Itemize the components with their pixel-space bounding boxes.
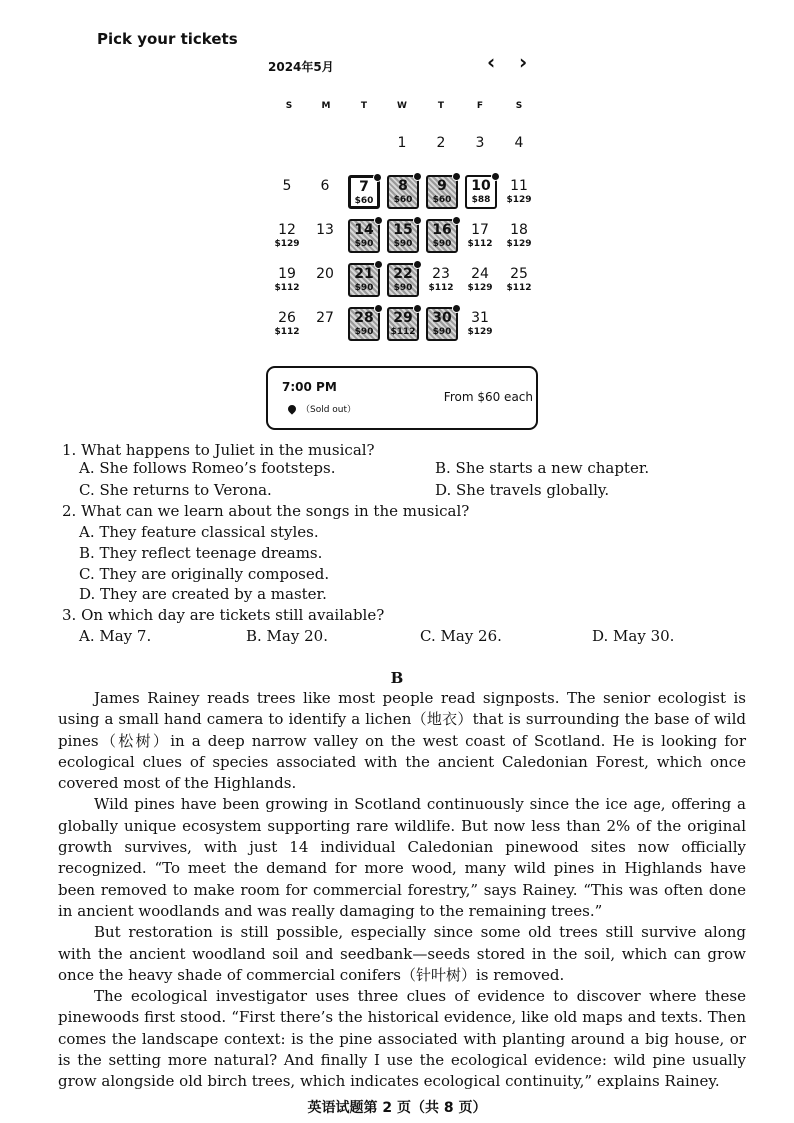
date-number: 13 bbox=[316, 222, 334, 238]
tag-icon bbox=[452, 172, 461, 181]
tag-icon bbox=[374, 260, 383, 269]
date-number: 23 bbox=[432, 266, 450, 282]
date-number: 5 bbox=[282, 178, 292, 194]
date-price: $112 bbox=[428, 283, 454, 293]
tag-icon bbox=[491, 172, 500, 181]
date-cell-14[interactable] bbox=[348, 219, 380, 253]
date-cell-1 bbox=[387, 135, 417, 171]
tag-icon bbox=[286, 403, 297, 414]
date-number: 30 bbox=[432, 310, 452, 326]
date-price: $112 bbox=[274, 283, 300, 293]
passage-body bbox=[58, 688, 746, 1093]
date-price: $60 bbox=[432, 195, 452, 205]
passage-paragraph: But restoration is still possible, especially since some old trees still survive along with the ancient woodland soil and seedbank—seeds stored in the soil, which can grow once the heavy shade of commercial conifers（针叶树）is removed. bbox=[58, 923, 746, 984]
showtime-card[interactable] bbox=[266, 366, 538, 430]
date-cell-6 bbox=[310, 178, 340, 214]
date-price: $90 bbox=[393, 283, 413, 293]
date-cell-27 bbox=[310, 310, 340, 346]
tag-icon bbox=[413, 260, 422, 269]
date-cell-22[interactable] bbox=[387, 263, 419, 297]
tag-icon bbox=[413, 216, 422, 225]
date-number: 28 bbox=[354, 310, 374, 326]
day-header-fri: F bbox=[476, 101, 484, 111]
date-price: $60 bbox=[393, 195, 413, 205]
date-price: $129 bbox=[274, 239, 300, 249]
date-price: $112 bbox=[274, 327, 300, 337]
date-number: 15 bbox=[393, 222, 413, 238]
question-1-option-b: B. She starts a new chapter. bbox=[435, 459, 650, 477]
date-price: $112 bbox=[506, 283, 532, 293]
date-number: 24 bbox=[471, 266, 489, 282]
date-number: 31 bbox=[471, 310, 489, 326]
day-header-wed: W bbox=[397, 101, 407, 111]
date-price: $112 bbox=[467, 239, 493, 249]
passage-paragraph: James Rainey reads trees like most people read signposts. The senior ecologist is using a small hand camera to identify a lichen（地衣）that is surrounding the base of wild pines（松树）in a deep narrow valley on the west coast of Scotland. He is looking for ecological clues of species associated with the ancient Caledonian Forest, which once covered most of the Highlands. bbox=[58, 689, 746, 793]
date-price: $90 bbox=[354, 283, 374, 293]
day-header-sat: S bbox=[515, 101, 523, 111]
question-1-option-c: C. She returns to Verona. bbox=[79, 481, 272, 499]
date-price: $90 bbox=[354, 239, 374, 249]
tag-icon bbox=[413, 304, 422, 313]
section-heading: B bbox=[390, 669, 404, 687]
date-cell-17[interactable] bbox=[465, 222, 495, 258]
date-cell-31[interactable] bbox=[465, 310, 495, 346]
date-cell-23[interactable] bbox=[426, 266, 456, 302]
date-number: 22 bbox=[393, 266, 413, 282]
date-number: 6 bbox=[320, 178, 330, 194]
date-price: $60 bbox=[354, 196, 374, 206]
date-price: $129 bbox=[467, 283, 493, 293]
question-3-stem: 3. On which day are tickets still available? bbox=[62, 606, 385, 624]
question-1-option-a: A. She follows Romeo’s footsteps. bbox=[79, 459, 336, 477]
question-3-option-b: B. May 20. bbox=[246, 627, 328, 645]
date-cell-8[interactable] bbox=[387, 175, 419, 209]
date-price: $90 bbox=[393, 239, 413, 249]
prev-month-button[interactable]: ‹ bbox=[487, 50, 496, 74]
date-cell-25[interactable] bbox=[504, 266, 534, 302]
date-number: 2 bbox=[436, 135, 446, 151]
date-cell-15[interactable] bbox=[387, 219, 419, 253]
date-number: 21 bbox=[354, 266, 374, 282]
date-number: 12 bbox=[278, 222, 296, 238]
date-cell-24[interactable] bbox=[465, 266, 495, 302]
date-cell-18[interactable] bbox=[504, 222, 534, 258]
date-number: 11 bbox=[510, 178, 528, 194]
date-cell-12[interactable] bbox=[272, 222, 302, 258]
sold-out-label: （Sold out） bbox=[301, 405, 357, 415]
question-3-option-c: C. May 26. bbox=[420, 627, 502, 645]
tag-icon bbox=[452, 304, 461, 313]
date-cell-16[interactable] bbox=[426, 219, 458, 253]
question-2-option-c: C. They are originally composed. bbox=[79, 565, 330, 583]
next-month-button[interactable]: › bbox=[519, 50, 528, 74]
tag-icon bbox=[373, 173, 382, 182]
date-price: $129 bbox=[506, 195, 532, 205]
date-number: 3 bbox=[475, 135, 485, 151]
date-cell-26[interactable] bbox=[272, 310, 302, 346]
date-cell-10[interactable] bbox=[465, 175, 497, 209]
date-number: 19 bbox=[278, 266, 296, 282]
date-cell-3 bbox=[465, 135, 495, 171]
question-3-option-d: D. May 30. bbox=[592, 627, 675, 645]
date-price: $112 bbox=[390, 327, 416, 337]
date-cell-29[interactable] bbox=[387, 307, 419, 341]
question-3-option-a: A. May 7. bbox=[79, 627, 152, 645]
date-number: 18 bbox=[510, 222, 528, 238]
date-number: 10 bbox=[471, 178, 491, 194]
passage-paragraph: Wild pines have been growing in Scotland continuously since the ice age, offering a globally unique ecosystem supporting rare wildlife. But now less than 2% of the original growth survives, with just 14 individual Caledonian pinewood sites now officially recognized. “To meet the demand for more wood, many wild pines in Highlands have been removed to make room for commercial forestry,” says Rainey. “This was often done in ancient woodlands and was really damaging to the remaining trees.” bbox=[58, 795, 746, 920]
date-number: 9 bbox=[437, 178, 447, 194]
date-cell-2 bbox=[426, 135, 456, 171]
showtime-price: From $60 each bbox=[443, 390, 533, 404]
date-price: $90 bbox=[432, 327, 452, 337]
question-2-option-b: B. They reflect teenage dreams. bbox=[79, 544, 323, 562]
date-number: 7 bbox=[359, 179, 369, 195]
date-price: $90 bbox=[432, 239, 452, 249]
question-1-option-d: D. She travels globally. bbox=[435, 481, 610, 499]
date-cell-19[interactable] bbox=[272, 266, 302, 302]
date-cell-4 bbox=[504, 135, 534, 171]
date-cell-30[interactable] bbox=[426, 307, 458, 341]
date-number: 8 bbox=[398, 178, 408, 194]
question-2-option-a: A. They feature classical styles. bbox=[79, 523, 319, 541]
month-label: 2024年5月 bbox=[268, 60, 334, 74]
date-cell-7[interactable] bbox=[348, 175, 380, 209]
date-cell-13 bbox=[310, 222, 340, 258]
date-cell-5 bbox=[272, 178, 302, 214]
page-footer: 英语试题第 2 页（共 8 页） bbox=[307, 1100, 487, 1116]
showtime-status bbox=[288, 402, 356, 415]
date-cell-20 bbox=[310, 266, 340, 302]
question-2-stem: 2. What can we learn about the songs in the musical? bbox=[62, 502, 470, 520]
passage-paragraph: The ecological investigator uses three clues of evidence to discover where these pinewoods first stood. “First there’s the historical evidence, like old maps and texts. Then comes the landscape context: is the pine associated with planting around a big house, or is the setting more natural? And finally I use the ecological evidence: wild pine usually grow alongside old birch trees, which indicates ecological continuity,” explains Rainey. bbox=[58, 987, 746, 1091]
day-header-tue: T bbox=[360, 101, 368, 111]
date-price: $90 bbox=[354, 327, 374, 337]
question-2-option-d: D. They are created by a master. bbox=[79, 585, 327, 603]
date-number: 27 bbox=[316, 310, 334, 326]
date-cell-11[interactable] bbox=[504, 178, 534, 214]
day-header-mon: M bbox=[321, 101, 331, 111]
date-price: $88 bbox=[471, 195, 491, 205]
widget-title: Pick your tickets bbox=[97, 30, 238, 48]
date-number: 16 bbox=[432, 222, 452, 238]
date-number: 14 bbox=[354, 222, 374, 238]
date-price: $129 bbox=[506, 239, 532, 249]
date-cell-21[interactable] bbox=[348, 263, 380, 297]
date-number: 17 bbox=[471, 222, 489, 238]
date-cell-28[interactable] bbox=[348, 307, 380, 341]
showtime-time: 7:00 PM bbox=[282, 380, 337, 394]
date-number: 29 bbox=[393, 310, 413, 326]
date-price: $129 bbox=[467, 327, 493, 337]
tag-icon bbox=[452, 216, 461, 225]
date-number: 4 bbox=[514, 135, 524, 151]
day-header-sun: S bbox=[285, 101, 293, 111]
day-header-thu: T bbox=[437, 101, 445, 111]
question-1-stem: 1. What happens to Juliet in the musical? bbox=[62, 441, 375, 459]
date-number: 25 bbox=[510, 266, 528, 282]
tag-icon bbox=[374, 216, 383, 225]
date-number: 20 bbox=[316, 266, 334, 282]
date-cell-9[interactable] bbox=[426, 175, 458, 209]
date-number: 26 bbox=[278, 310, 296, 326]
tag-icon bbox=[374, 304, 383, 313]
date-number: 1 bbox=[397, 135, 407, 151]
tag-icon bbox=[413, 172, 422, 181]
